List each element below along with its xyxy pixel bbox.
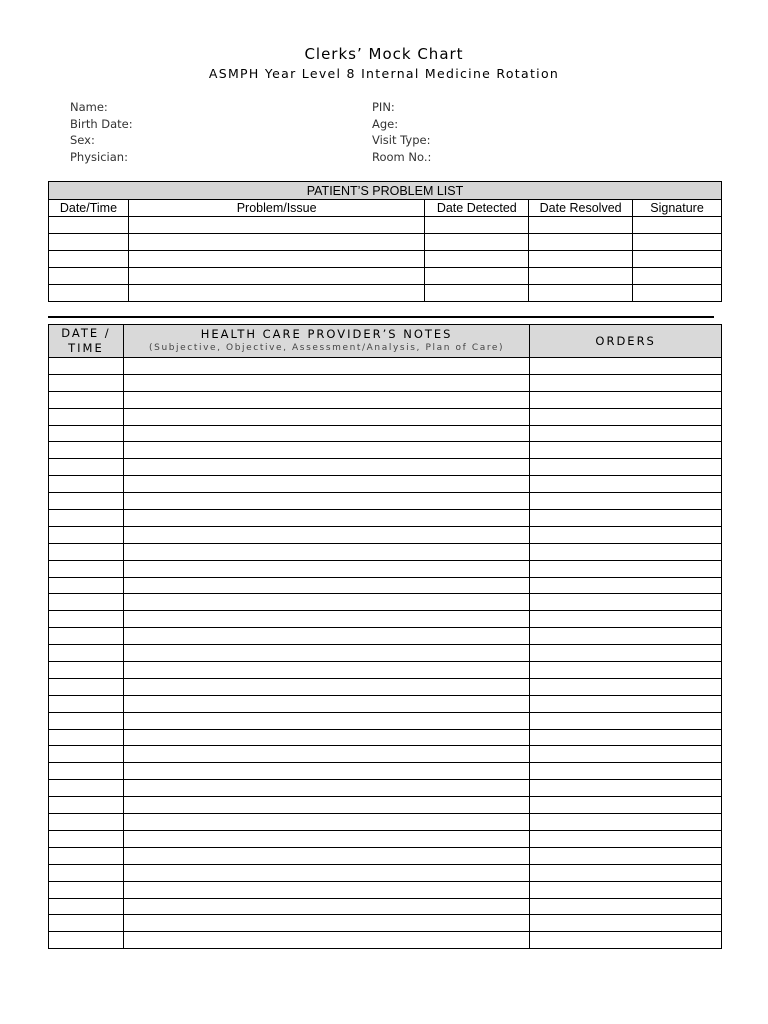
date-header-line2: TIME <box>68 341 104 355</box>
column-header-signature: Signature <box>633 200 722 217</box>
orders-cell[interactable] <box>530 729 722 746</box>
orders-cell[interactable] <box>530 594 722 611</box>
orders-cell[interactable] <box>530 476 722 493</box>
notes-text-cell[interactable] <box>123 915 529 932</box>
column-header-problem-issue: Problem/Issue <box>128 200 424 217</box>
notes-date-cell[interactable] <box>49 678 124 695</box>
provider-notes-header <box>123 325 529 358</box>
notes-text-cell[interactable] <box>123 560 529 577</box>
notes-text-cell[interactable] <box>123 898 529 915</box>
problem-cell[interactable] <box>128 234 424 251</box>
problem-cell[interactable] <box>529 268 633 285</box>
notes-row <box>49 374 722 391</box>
notes-date-cell[interactable] <box>49 830 124 847</box>
problem-list-table <box>48 181 722 302</box>
document-subtitle: ASMPH Year Level 8 Internal Medicine Rotation <box>208 66 560 81</box>
notes-text-cell[interactable] <box>123 358 529 375</box>
notes-date-cell[interactable] <box>49 881 124 898</box>
orders-cell[interactable] <box>530 493 722 510</box>
notes-text-cell[interactable] <box>123 712 529 729</box>
notes-text-cell[interactable] <box>123 678 529 695</box>
notes-row <box>49 881 722 898</box>
orders-cell[interactable] <box>530 577 722 594</box>
problem-cell[interactable] <box>49 234 129 251</box>
problem-list-title: PATIENT’S PROBLEM LIST <box>49 182 722 200</box>
provider-notes-table <box>48 324 722 949</box>
problem-cell[interactable] <box>128 268 424 285</box>
notes-text-cell[interactable] <box>123 628 529 645</box>
notes-row <box>49 358 722 375</box>
notes-date-cell[interactable] <box>49 493 124 510</box>
problem-cell[interactable] <box>49 285 129 302</box>
notes-date-cell[interactable] <box>49 391 124 408</box>
notes-text-cell[interactable] <box>123 881 529 898</box>
section-divider <box>48 316 714 318</box>
problem-cell[interactable] <box>529 217 633 234</box>
pin-field-label: PIN: <box>372 100 395 114</box>
notes-date-cell[interactable] <box>49 628 124 645</box>
orders-cell[interactable] <box>530 898 722 915</box>
notes-date-cell[interactable] <box>49 560 124 577</box>
notes-text-cell[interactable] <box>123 695 529 712</box>
orders-cell[interactable] <box>530 678 722 695</box>
notes-date-cell[interactable] <box>49 712 124 729</box>
notes-text-cell[interactable] <box>123 408 529 425</box>
notes-date-cell[interactable] <box>49 442 124 459</box>
notes-row <box>49 864 722 881</box>
problem-row <box>49 217 722 234</box>
visit-type-field-label: Visit Type: <box>372 133 431 147</box>
notes-text-cell[interactable] <box>123 391 529 408</box>
problem-list-body <box>49 217 722 302</box>
problem-cell[interactable] <box>633 234 722 251</box>
notes-row <box>49 712 722 729</box>
notes-text-cell[interactable] <box>123 763 529 780</box>
problem-cell[interactable] <box>128 217 424 234</box>
patient-info-left <box>70 99 133 165</box>
problem-cell[interactable] <box>529 251 633 268</box>
notes-row <box>49 391 722 408</box>
notes-row <box>49 763 722 780</box>
orders-cell[interactable] <box>530 543 722 560</box>
provider-notes-body <box>49 358 722 949</box>
orders-cell[interactable] <box>530 763 722 780</box>
notes-row <box>49 560 722 577</box>
notes-text-cell[interactable] <box>123 847 529 864</box>
problem-cell[interactable] <box>529 234 633 251</box>
notes-text-cell[interactable] <box>123 830 529 847</box>
notes-text-cell[interactable] <box>123 459 529 476</box>
notes-date-cell[interactable] <box>49 459 124 476</box>
notes-date-cell[interactable] <box>49 797 124 814</box>
notes-date-cell[interactable] <box>49 645 124 662</box>
column-header-date-detected: Date Detected <box>425 200 529 217</box>
orders-header: ORDERS <box>530 325 722 358</box>
problem-cell[interactable] <box>633 268 722 285</box>
notes-date-cell[interactable] <box>49 932 124 949</box>
notes-row <box>49 594 722 611</box>
notes-row <box>49 915 722 932</box>
birth-date-field-label: Birth Date: <box>70 116 133 131</box>
orders-cell[interactable] <box>530 864 722 881</box>
notes-row <box>49 695 722 712</box>
notes-row <box>49 847 722 864</box>
notes-row <box>49 830 722 847</box>
notes-text-cell[interactable] <box>123 780 529 797</box>
notes-text-cell[interactable] <box>123 814 529 831</box>
name-field-label: Name: <box>70 100 108 114</box>
problem-cell[interactable] <box>425 217 529 234</box>
notes-row <box>49 425 722 442</box>
notes-row <box>49 662 722 679</box>
notes-text-cell[interactable] <box>123 797 529 814</box>
orders-cell[interactable] <box>530 695 722 712</box>
orders-cell[interactable] <box>530 442 722 459</box>
orders-cell[interactable] <box>530 510 722 527</box>
notes-date-cell[interactable] <box>49 476 124 493</box>
orders-cell[interactable] <box>530 712 722 729</box>
problem-cell[interactable] <box>529 285 633 302</box>
orders-cell[interactable] <box>530 915 722 932</box>
notes-row <box>49 510 722 527</box>
problem-row <box>49 268 722 285</box>
notes-row <box>49 493 722 510</box>
notes-date-cell[interactable] <box>49 746 124 763</box>
problem-cell[interactable] <box>128 285 424 302</box>
notes-row <box>49 746 722 763</box>
notes-date-cell[interactable] <box>49 526 124 543</box>
notes-text-cell[interactable] <box>123 442 529 459</box>
notes-date-cell[interactable] <box>49 594 124 611</box>
problem-cell[interactable] <box>49 268 129 285</box>
notes-text-cell[interactable] <box>123 864 529 881</box>
notes-date-cell[interactable] <box>49 358 124 375</box>
orders-cell[interactable] <box>530 847 722 864</box>
problem-row <box>49 285 722 302</box>
notes-date-cell[interactable] <box>49 543 124 560</box>
notes-text-cell[interactable] <box>123 493 529 510</box>
notes-row <box>49 678 722 695</box>
orders-cell[interactable] <box>530 611 722 628</box>
notes-date-cell[interactable] <box>49 577 124 594</box>
orders-cell[interactable] <box>530 526 722 543</box>
provider-notes-title: HEALTH CARE PROVIDER’S NOTES <box>200 326 453 341</box>
notes-text-cell[interactable] <box>123 594 529 611</box>
sex-field-label: Sex: <box>70 133 95 147</box>
problem-row <box>49 251 722 268</box>
provider-notes-subtitle: (Subjective, Objective, Assessment/Analysis, Plan of Care) <box>149 342 505 353</box>
notes-date-cell[interactable] <box>49 374 124 391</box>
problem-cell[interactable] <box>49 251 129 268</box>
notes-row <box>49 408 722 425</box>
notes-text-cell[interactable] <box>123 425 529 442</box>
column-header-date-resolved: Date Resolved <box>529 200 633 217</box>
column-header-date-time: Date/Time <box>49 200 129 217</box>
notes-row <box>49 628 722 645</box>
notes-text-cell[interactable] <box>123 729 529 746</box>
notes-text-cell[interactable] <box>123 374 529 391</box>
problem-cell[interactable] <box>425 251 529 268</box>
orders-cell[interactable] <box>530 391 722 408</box>
notes-text-cell[interactable] <box>123 645 529 662</box>
notes-text-cell[interactable] <box>123 476 529 493</box>
notes-date-cell[interactable] <box>49 729 124 746</box>
problem-cell[interactable] <box>633 285 722 302</box>
problem-cell[interactable] <box>633 217 722 234</box>
orders-cell[interactable] <box>530 408 722 425</box>
notes-row <box>49 543 722 560</box>
notes-date-cell[interactable] <box>49 695 124 712</box>
notes-text-cell[interactable] <box>123 662 529 679</box>
date-header-line1: DATE / <box>61 326 111 340</box>
orders-cell[interactable] <box>530 628 722 645</box>
problem-cell[interactable] <box>128 251 424 268</box>
orders-cell[interactable] <box>530 932 722 949</box>
orders-cell[interactable] <box>530 814 722 831</box>
notes-date-cell[interactable] <box>49 898 124 915</box>
problem-cell[interactable] <box>425 268 529 285</box>
age-field-label: Age: <box>372 116 399 131</box>
notes-row <box>49 645 722 662</box>
notes-date-cell[interactable] <box>49 662 124 679</box>
notes-date-time-header <box>49 325 124 358</box>
problem-cell[interactable] <box>425 285 529 302</box>
notes-row <box>49 898 722 915</box>
notes-date-cell[interactable] <box>49 611 124 628</box>
orders-cell[interactable] <box>530 780 722 797</box>
notes-row <box>49 577 722 594</box>
room-no-field-label: Room No.: <box>372 149 432 164</box>
problem-cell[interactable] <box>425 234 529 251</box>
notes-text-cell[interactable] <box>123 543 529 560</box>
orders-cell[interactable] <box>530 662 722 679</box>
orders-cell[interactable] <box>530 881 722 898</box>
orders-cell[interactable] <box>530 560 722 577</box>
notes-text-cell[interactable] <box>123 611 529 628</box>
orders-cell[interactable] <box>530 797 722 814</box>
notes-date-cell[interactable] <box>49 847 124 864</box>
notes-date-cell[interactable] <box>49 425 124 442</box>
orders-cell[interactable] <box>530 830 722 847</box>
problem-row <box>49 234 722 251</box>
patient-info-right <box>372 99 431 165</box>
notes-row <box>49 797 722 814</box>
notes-date-cell[interactable] <box>49 915 124 932</box>
notes-text-cell[interactable] <box>123 510 529 527</box>
orders-cell[interactable] <box>530 746 722 763</box>
document-title: Clerks’ Mock Chart <box>304 45 464 63</box>
problem-cell[interactable] <box>633 251 722 268</box>
notes-date-cell[interactable] <box>49 864 124 881</box>
notes-date-cell[interactable] <box>49 763 124 780</box>
notes-row <box>49 476 722 493</box>
notes-row <box>49 459 722 476</box>
notes-row <box>49 814 722 831</box>
orders-cell[interactable] <box>530 358 722 375</box>
notes-row <box>49 932 722 949</box>
notes-row <box>49 729 722 746</box>
notes-row <box>49 611 722 628</box>
orders-cell[interactable] <box>530 425 722 442</box>
notes-text-cell[interactable] <box>123 526 529 543</box>
notes-date-cell[interactable] <box>49 510 124 527</box>
physician-field-label: Physician: <box>70 149 128 164</box>
notes-text-cell[interactable] <box>123 577 529 594</box>
notes-text-cell[interactable] <box>123 932 529 949</box>
notes-date-cell[interactable] <box>49 780 124 797</box>
problem-cell[interactable] <box>49 217 129 234</box>
notes-text-cell[interactable] <box>123 746 529 763</box>
notes-row <box>49 780 722 797</box>
notes-date-cell[interactable] <box>49 408 124 425</box>
notes-row <box>49 442 722 459</box>
orders-cell[interactable] <box>530 645 722 662</box>
orders-cell[interactable] <box>530 374 722 391</box>
orders-cell[interactable] <box>530 459 722 476</box>
notes-row <box>49 526 722 543</box>
notes-date-cell[interactable] <box>49 814 124 831</box>
